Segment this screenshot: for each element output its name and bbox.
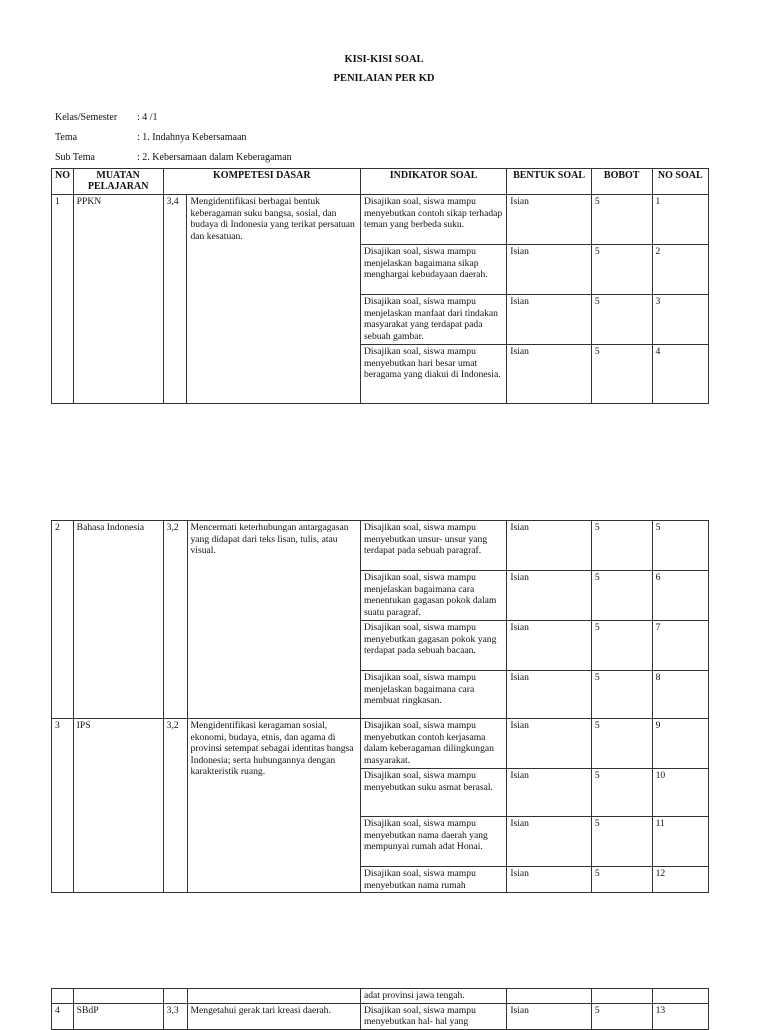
meta-tema: Tema : 1. Indahnya Kebersamaan — [55, 132, 247, 143]
cell-kd: Mengidentifikasi berbagai bentuk keberagaman suku bangsa, sosial, dan budaya di Indonesia yang terikat persatuan dan kesatuan. — [187, 195, 360, 404]
cell-form: Isian — [507, 195, 592, 245]
cell-indicator: Disajikan soal, siswa mampu menyebutkan suku asmat berasal. — [360, 769, 506, 817]
cell-form: Isian — [507, 817, 592, 867]
table-row — [52, 521, 709, 571]
cell-indicator: Disajikan soal, siswa mampu menyebutkan nama daerah yang mempunyai rumah adat Honai. — [360, 817, 506, 867]
cell-question-no: 7 — [652, 621, 708, 671]
cell-indicator: Disajikan soal, siswa mampu menjelaskan bagaimana cara menentukan gagasan pokok dalam suatu paragraf. — [360, 571, 506, 621]
cell-indicator: Disajikan soal, siswa mampu menyebutkan gagasan pokok yang terdapat pada sebuah bacaan. — [360, 621, 506, 671]
cell-indicator-continuation: adat provinsi jawa tengah. — [360, 989, 506, 1004]
col-header-question-no: NO SOAL — [652, 169, 708, 195]
cell-kd: Mengetahui gerak tari kreasi daerah. — [187, 1003, 360, 1029]
cell-form: Isian — [507, 769, 592, 817]
kisi-table-2 — [51, 520, 709, 893]
cell-no: 1 — [52, 195, 74, 404]
table-row — [52, 1003, 709, 1029]
table-row — [52, 719, 709, 769]
cell-form: Isian — [507, 521, 592, 571]
cell-weight: 5 — [591, 345, 652, 404]
cell-question-no: 3 — [652, 295, 708, 345]
cell-weight: 5 — [591, 817, 652, 867]
cell-question-no: 11 — [652, 817, 708, 867]
col-header-kd: KOMPETESI DASAR — [163, 169, 360, 195]
cell-no: 4 — [52, 1003, 74, 1029]
cell-indicator: Disajikan soal, siswa mampu menyebutkan contoh kerjasama dalam keberagaman dilingkungan masyarakat. — [360, 719, 506, 769]
cell-question-no: 10 — [652, 769, 708, 817]
cell-indicator: Disajikan soal, siswa mampu menyebutkan hari besar umat beragama yang diakui di Indonesia. — [360, 345, 506, 404]
cell-indicator: Disajikan soal, siswa mampu menyebutkan unsur- unsur yang terdapat pada sebuah paragraf. — [360, 521, 506, 571]
meta-subtema: Sub Tema : 2. Kebersamaan dalam Keberagaman — [55, 152, 292, 163]
cell-weight: 5 — [591, 621, 652, 671]
cell-no: 2 — [52, 521, 74, 719]
cell-form: Isian — [507, 245, 592, 295]
cell-kd-num: 3,3 — [163, 1003, 187, 1029]
col-header-no: NO — [52, 169, 74, 195]
cell-weight: 5 — [591, 245, 652, 295]
cell-question-no: 6 — [652, 571, 708, 621]
cell-weight: 5 — [591, 195, 652, 245]
meta-kelas: Kelas/Semester : 4 /1 — [55, 112, 158, 123]
cell-weight: 5 — [591, 769, 652, 817]
cell-weight: 5 — [591, 671, 652, 719]
cell-kd: Mengidentifikasi keragaman sosial, ekonomi, budaya, etnis, dan agama di provinsi setempat sebagai identitas bangsa Indonesia; serta hubungannya dengan karakteristik ruang. — [187, 719, 360, 893]
cell-indicator: Disajikan soal, siswa mampu menjelaskan manfaat dari tindakan masyarakat yang terdapat pada sebuah gambar. — [360, 295, 506, 345]
cell-question-no: 12 — [652, 867, 708, 893]
cell-form: Isian — [507, 621, 592, 671]
cell-form: Isian — [507, 671, 592, 719]
cell-weight: 5 — [591, 1003, 652, 1029]
cell-question-no: 4 — [652, 345, 708, 404]
cell-form: Isian — [507, 1003, 592, 1029]
cell-question-no: 9 — [652, 719, 708, 769]
cell-weight: 5 — [591, 521, 652, 571]
cell-form: Isian — [507, 719, 592, 769]
cell-form: Isian — [507, 295, 592, 345]
cell-weight: 5 — [591, 719, 652, 769]
cell-question-no: 8 — [652, 671, 708, 719]
table-row — [52, 195, 709, 245]
cell-kd-num: 3,2 — [163, 719, 187, 893]
cell-form: Isian — [507, 867, 592, 893]
cell-kd: Mencermati keterhubungan antargagasan yang didapat dari teks lisan, tulis, atau visual. — [187, 521, 360, 719]
document-subtitle: PENILAIAN PER KD — [333, 73, 435, 84]
cell-indicator: Disajikan soal, siswa mampu menyebutkan hal- hal yang — [360, 1003, 506, 1029]
document-title: KISI-KISI SOAL — [344, 54, 424, 65]
col-header-subject: MUATAN PELAJARAN — [73, 169, 163, 195]
cell-indicator: Disajikan soal, siswa mampu menyebutkan contoh sikap terhadap teman yang berbeda suku. — [360, 195, 506, 245]
cell-subject: Bahasa Indonesia — [73, 521, 163, 719]
cell-indicator: Disajikan soal, siswa mampu menjelaskan bagaimana cara membuat ringkasan. — [360, 671, 506, 719]
cell-indicator: Disajikan soal, siswa mampu menyebutkan nama rumah — [360, 867, 506, 893]
cell-subject: SBdP — [73, 1003, 163, 1029]
kisi-table-1 — [51, 168, 709, 404]
cell-question-no: 2 — [652, 245, 708, 295]
cell-form: Isian — [507, 571, 592, 621]
cell-form: Isian — [507, 345, 592, 404]
cell-question-no: 1 — [652, 195, 708, 245]
cell-weight: 5 — [591, 571, 652, 621]
table-row — [52, 989, 709, 1004]
cell-question-no: 5 — [652, 521, 708, 571]
cell-weight: 5 — [591, 867, 652, 893]
cell-subject: PPKN — [73, 195, 163, 404]
cell-subject: IPS — [73, 719, 163, 893]
table-header-row — [52, 169, 709, 195]
cell-no: 3 — [52, 719, 74, 893]
cell-kd-num: 3,2 — [163, 521, 187, 719]
col-header-form: BENTUK SOAL — [507, 169, 592, 195]
cell-indicator: Disajikan soal, siswa mampu menjelaskan bagaimana sikap menghargai kebudayaan daerah. — [360, 245, 506, 295]
col-header-weight: BOBOT — [591, 169, 652, 195]
cell-question-no: 13 — [652, 1003, 708, 1029]
cell-weight: 5 — [591, 295, 652, 345]
cell-kd-num: 3,4 — [163, 195, 187, 404]
col-header-indicator: INDIKATOR SOAL — [360, 169, 506, 195]
